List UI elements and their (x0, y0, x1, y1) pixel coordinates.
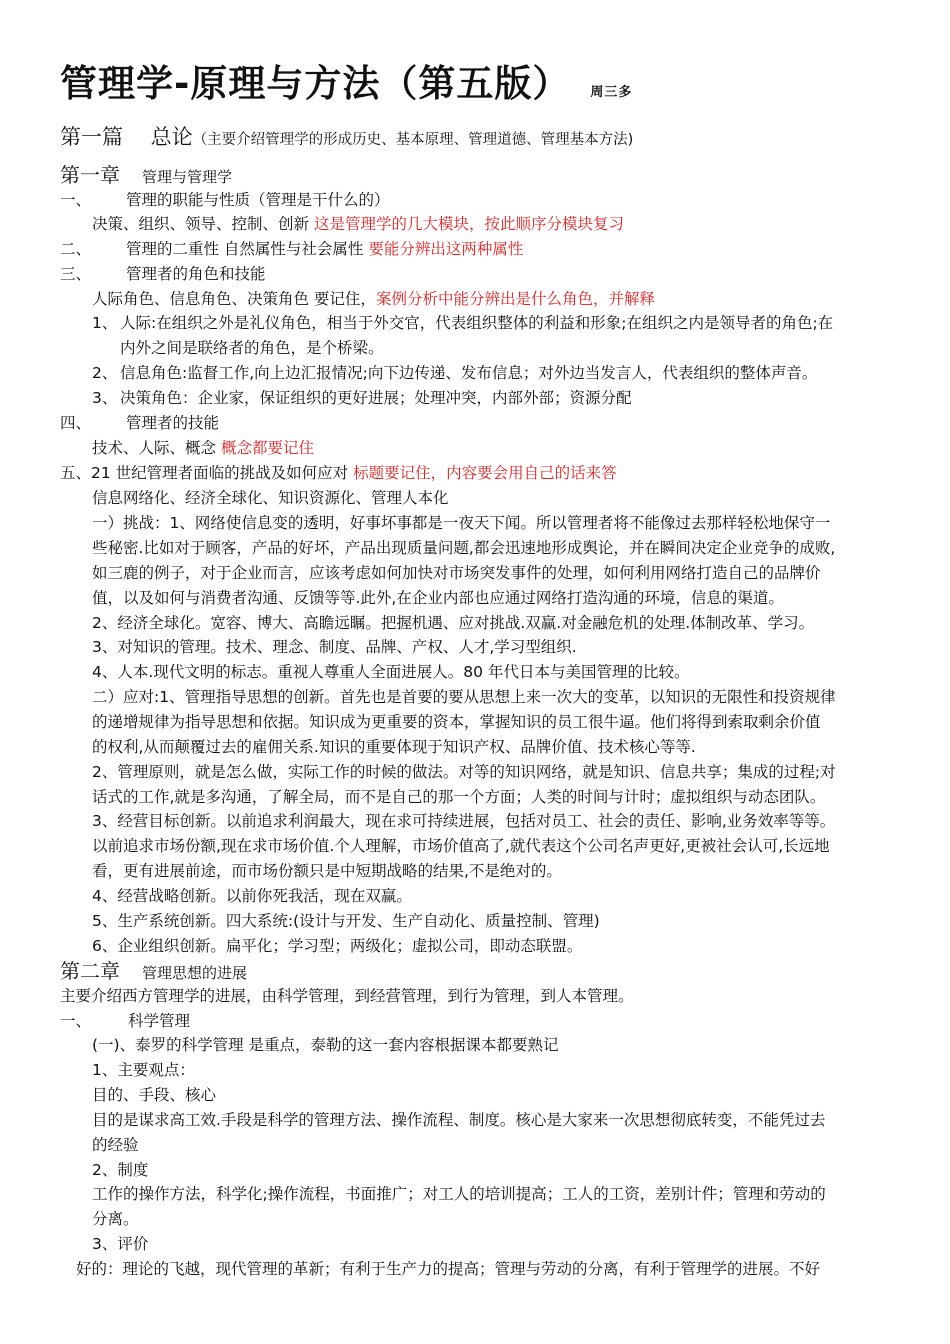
paragraph-line: 4、经营战略创新。以前你死我活，现在双赢。 (92, 887, 412, 905)
chapter-2-line: 目的是谋求高工效.手段是科学的管理方法、操作流程、制度。核心是大家来一次思想彻底转变，不能凭过去 (92, 1111, 826, 1129)
section-4-detail-text: 技术、人际、概念 (92, 439, 217, 457)
paragraph-line: 的递增规律为指导思想和依据。知识成为更重要的资本，掌握知识的员工很牛逼。他们将得到索取剩余价值 (92, 713, 821, 731)
chapter-2-line: 分离。 (92, 1210, 139, 1228)
paragraph-line: 4、人本.现代文明的标志。重视人尊重人全面进展人。80 年代日本与美国管理的比较。 (92, 663, 690, 681)
section-5-detail-text: 信息网络化、经济全球化、知识资源化、管理人本化 (92, 489, 449, 507)
section-1-detail (92, 214, 624, 234)
part-description: （主要介绍管理学的形成历史、基本原理、管理道德、管理基本方法) (192, 132, 634, 148)
paragraph-line: 6、企业组织创新。扁平化；学习型；两级化；虚拟公司，即动态联盟。 (92, 937, 583, 955)
paragraph-line: 话式的工作,就是多沟通，了解全局，而不是自己的那一个方面；人类的时间与计时；虚拟组织与动态团队。 (92, 788, 826, 806)
paragraph-line: 5、生产系统创新。四大系统:(设计与开发、生产自动化、质量控制、管理) (92, 912, 600, 930)
section-5-detail (92, 488, 449, 508)
section-5 (60, 463, 617, 483)
paragraph-line: 以前追求市场份额,现在求市场价值.个人理解，市场价值高了,就代表这个公司名声更好,更被社会认可,长远地 (92, 837, 830, 855)
section-3 (60, 264, 266, 284)
chapter-2-section-1-text: 科学管理 (128, 1012, 191, 1030)
author-name: 周三多 (590, 85, 633, 100)
section-2-number: 二、 (60, 240, 92, 258)
section-1-detail-text: 决策、组织、领导、控制、创新 (92, 215, 310, 233)
role-item-text: 信息角色:监督工作,向上边汇报情况;向下边传递、发布信息；对外边当发言人，代表组织的整体声音。 (120, 364, 818, 382)
chapter-2-section-1 (60, 1011, 190, 1031)
part-title: 第一篇 总论 (60, 125, 193, 149)
chapter-2-line: (一)、泰罗的科学管理 是重点，泰勒的这一套内容根据课本都要熟记 (92, 1036, 559, 1054)
chapter-2-line: 的经验 (92, 1136, 139, 1154)
chapter-2-line: 1、主要观点： (92, 1061, 195, 1079)
paragraph-line: 值，以及如何与消费者沟通、反馈等等.此外,在企业内部也应通过网络打造沟通的环境，信息的渠道。 (92, 589, 784, 607)
chapter-1-number: 第一章 (60, 163, 120, 187)
section-2-note: 要能分辨出这两种属性 (368, 240, 524, 258)
section-3-note: 案例分析中能分辨出是什么角色，并解释 (375, 290, 655, 308)
chapter-1-title: 管理与管理学 (142, 168, 233, 186)
section-2 (60, 239, 523, 259)
section-1-text: 管理的职能与性质（管理是干什么的） (126, 191, 390, 209)
paragraph-line: 看，更有进展前途，而市场份额只是中短期战略的结果,不是绝对的。 (92, 862, 562, 880)
section-1-number: 一、 (60, 191, 92, 209)
role-item (92, 363, 817, 383)
section-3-text: 管理者的角色和技能 (126, 265, 266, 283)
chapter-2-heading (60, 958, 247, 986)
role-item-number: 1、 (92, 314, 118, 332)
section-5-note: 标题要记住，内容要会用自己的话来答 (353, 464, 617, 482)
section-4-number: 四、 (60, 414, 92, 432)
role-item-number: 3、 (92, 389, 118, 407)
chapter-2-line: 目的、手段、核心 (92, 1086, 217, 1104)
paragraph-line: 2、管理原则，就是怎么做，实际工作的时候的做法。对等的知识网络，就是知识、信息共享；集成的过程;对 (92, 763, 836, 781)
role-item-number: 2、 (92, 364, 118, 382)
chapter-2-line: 工作的操作方法，科学化;操作流程，书面推广；对工人的培训提高；工人的工资，差别计件；管理和劳动的 (92, 1185, 826, 1203)
section-3-detail-text: 人际角色、信息角色、决策角色 要记住， (92, 290, 376, 308)
role-item (92, 313, 833, 333)
section-4-note: 概念都要记住 (220, 439, 314, 457)
paragraph-line: 二）应对:1、管理指导思想的创新。首先也是首要的要从思想上来一次大的变革，以知识的无限性和投资规律 (92, 688, 836, 706)
chapter-2-line-last: 好的：理论的飞越，现代管理的革新；有利于生产力的提高；管理与劳动的分离，有利于管理学的进展。不好 (76, 1260, 821, 1278)
chapter-1-heading (60, 162, 232, 190)
chapter-2-title: 管理思想的进展 (142, 964, 248, 982)
chapter-2-section-1-number: 一、 (60, 1012, 92, 1030)
title-text: 管理学-原理与方法（第五版） (60, 62, 571, 105)
section-5-text: 五、21 世纪管理者面临的挑战及如何应对 (60, 464, 349, 482)
paragraph-line: 3、对知识的管理。技术、理念、制度、品牌、产权、人才,学习型组织. (92, 638, 577, 656)
chapter-2-number: 第二章 (60, 959, 120, 983)
section-4 (60, 413, 219, 433)
paragraph-line: 一）挑战：1、网络使信息变的透明，好事坏事都是一夜天下闻。所以管理者将不能像过去那样轻松地保守一 (92, 514, 831, 532)
paragraph-line: 些秘密.比如对于顾客，产品的好坏，产品出现质量问题,都会迅速地形成舆论，并在瞬间决定企业竞争的成败, (92, 539, 836, 557)
section-2-text: 管理的二重性 自然属性与社会属性 (126, 240, 364, 258)
role-item-text: 决策角色：企业家，保证组织的更好进展；处理冲突，内部外部；资源分配 (120, 389, 632, 407)
part-heading (60, 124, 633, 153)
section-4-detail (92, 438, 314, 458)
chapter-2-line: 3、评价 (92, 1235, 149, 1253)
role-item-text-2: 内外之间是联络者的角色，是个桥梁。 (120, 339, 384, 357)
role-item-text: 人际:在组织之外是礼仪角色，相当于外交官，代表组织整体的利益和形象;在组织之内是领导者的角色;在 (120, 314, 834, 332)
paragraph-line: 的权利,从而颠覆过去的雇佣关系.知识的重要体现于知识产权、品牌价值、技术核心等等. (92, 738, 696, 756)
chapter-2-intro: 主要介绍西方管理学的进展，由科学管理，到经营管理，到行为管理，到人本管理。 (60, 987, 634, 1005)
section-3-detail (92, 289, 655, 309)
section-4-text: 管理者的技能 (126, 414, 220, 432)
role-item (92, 388, 632, 408)
document-title (60, 62, 632, 115)
section-1 (60, 190, 390, 210)
role-item-continued (120, 338, 384, 358)
section-1-note: 这是管理学的几大模块，按此顺序分模块复习 (313, 215, 624, 233)
section-3-number: 三、 (60, 265, 92, 283)
paragraph-line: 2、经济全球化。宽容、博大、高瞻远瞩。把握机遇、应对挑战.双赢.对金融危机的处理.体制改革、学习。 (92, 614, 815, 632)
paragraph-line: 如三鹿的例子，对于企业而言，应该考虑如何加快对市场突发事件的处理，如何利用网络打造自己的品牌价 (92, 564, 821, 582)
chapter-2-line: 2、制度 (92, 1161, 149, 1179)
paragraph-line: 3、经营目标创新。以前追求利润最大，现在求可持续进展，包括对员工、社会的责任、影响,业务效率等等。 (92, 812, 836, 830)
